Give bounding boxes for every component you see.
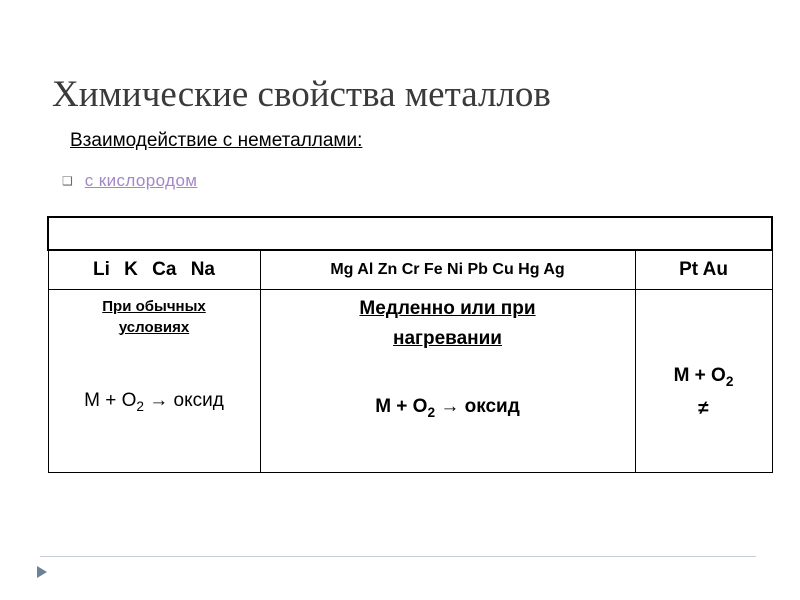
reaction-prefix: M + O bbox=[84, 389, 137, 411]
no-reaction bbox=[636, 290, 772, 424]
condition-heating-line1: Медленно или при bbox=[359, 297, 536, 319]
next-slide-arrow-icon[interactable] bbox=[37, 566, 47, 578]
metal-groups-row bbox=[48, 250, 772, 289]
empty-header-cell bbox=[48, 217, 772, 250]
table-header-row bbox=[48, 217, 772, 250]
reaction-suffix: → оксид bbox=[144, 389, 224, 411]
active-metals-cell bbox=[48, 289, 260, 473]
slide-title: Химические свойства металлов bbox=[52, 74, 551, 115]
noble-metals-cell bbox=[635, 289, 772, 473]
condition-heating bbox=[261, 290, 635, 354]
metal-group-medium: Mg Al Zn Cr Fe Ni Pb Cu Hg Ag bbox=[260, 250, 635, 289]
footer-divider bbox=[40, 556, 756, 557]
metal-group-noble: Pt Au bbox=[635, 250, 772, 289]
reaction-subscript: 2 bbox=[136, 398, 144, 414]
bullet-item bbox=[62, 172, 197, 189]
reaction-subscript: 2 bbox=[725, 373, 734, 389]
condition-normal-line1: При обычных bbox=[102, 297, 206, 315]
square-bullet-icon: ❑ bbox=[62, 173, 73, 188]
reaction-subscript: 2 bbox=[427, 404, 436, 420]
condition-heating-line2: нагревании bbox=[393, 327, 502, 349]
reaction-suffix: → оксид bbox=[435, 395, 520, 417]
medium-metals-cell bbox=[260, 289, 635, 473]
condition-normal-line2: условиях bbox=[118, 318, 190, 336]
reaction-row bbox=[48, 289, 772, 473]
reaction-equation-active bbox=[49, 390, 260, 414]
metals-table bbox=[47, 216, 773, 473]
not-equal-sign: ≠ bbox=[698, 398, 709, 420]
slide-subtitle: Взаимодействие с неметаллами: bbox=[70, 130, 363, 151]
metal-group-active: Li K Ca Na bbox=[48, 250, 260, 289]
condition-normal bbox=[49, 290, 260, 338]
oxygen-link[interactable]: с кислородом bbox=[84, 171, 198, 190]
reaction-prefix: M + O bbox=[375, 395, 428, 417]
reaction-prefix: M + O bbox=[673, 364, 726, 386]
reaction-equation-medium bbox=[261, 396, 635, 420]
